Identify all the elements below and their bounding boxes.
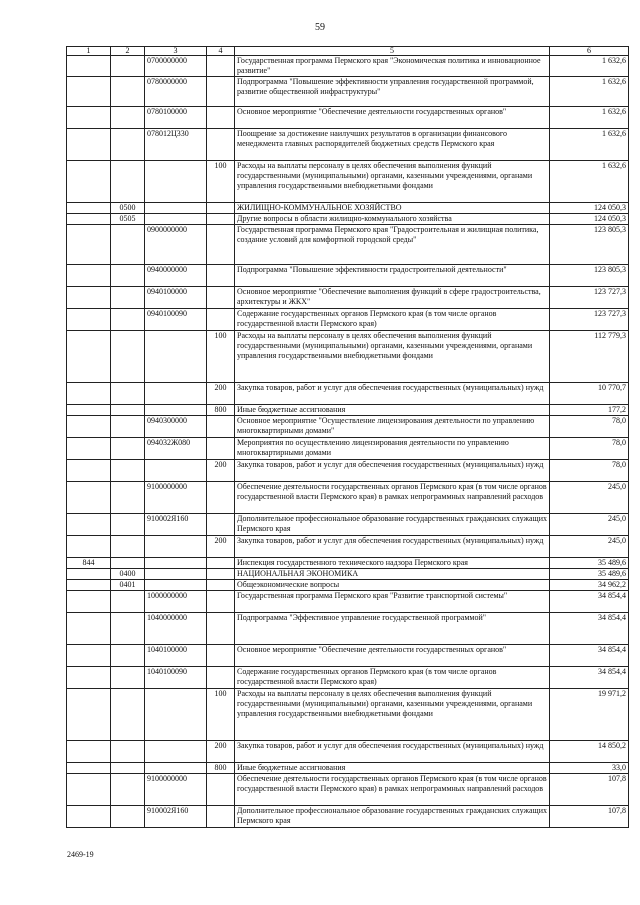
item-name: Иные бюджетные ассигнования: [235, 763, 550, 774]
expense-type-code: [207, 806, 235, 828]
section-code: [111, 689, 145, 741]
item-name: Закупка товаров, работ и услуг для обеспечения государственных (муниципальных) нужд: [235, 383, 550, 405]
table-row: [67, 558, 629, 569]
target-article-code: 0780000000: [145, 77, 207, 107]
target-article-code: [145, 460, 207, 482]
table-row: [67, 591, 629, 613]
table-row: [67, 580, 629, 591]
expense-type-code: [207, 580, 235, 591]
amount: 34 854,4: [550, 591, 629, 613]
section-code: 0500: [111, 203, 145, 214]
expense-type-code: [207, 214, 235, 225]
item-name: Государственная программа Пермского края "Экономическая политика и инновационное развитие": [235, 56, 550, 77]
amount: 1 632,6: [550, 129, 629, 161]
table-row: [67, 214, 629, 225]
table-row: [67, 806, 629, 828]
administrator-code: [67, 645, 111, 667]
column-number: 2: [111, 47, 145, 56]
item-name: Инспекция государственного технического надзора Пермского края: [235, 558, 550, 569]
column-number: 1: [67, 47, 111, 56]
target-article-code: [145, 536, 207, 558]
target-article-code: 0700000000: [145, 56, 207, 77]
amount: 245,0: [550, 514, 629, 536]
target-article-code: [145, 331, 207, 383]
section-code: [111, 287, 145, 309]
expense-type-code: [207, 558, 235, 569]
amount: 34 962,2: [550, 580, 629, 591]
section-code: [111, 774, 145, 806]
item-name: Дополнительное профессиональное образование государственных гражданских служащих Пермского края: [235, 514, 550, 536]
expense-type-code: [207, 438, 235, 460]
expense-type-code: [207, 416, 235, 438]
target-article-code: [145, 580, 207, 591]
target-article-code: 094032Ж080: [145, 438, 207, 460]
administrator-code: [67, 569, 111, 580]
target-article-code: 0940300000: [145, 416, 207, 438]
target-article-code: [145, 383, 207, 405]
table-row: [67, 416, 629, 438]
amount: 107,8: [550, 806, 629, 828]
amount: 78,0: [550, 438, 629, 460]
table-row: [67, 383, 629, 405]
section-code: [111, 645, 145, 667]
expense-type-code: 100: [207, 689, 235, 741]
budget-table: [66, 46, 629, 828]
section-code: [111, 129, 145, 161]
section-code: [111, 225, 145, 265]
table-body: [67, 47, 629, 828]
administrator-code: [67, 225, 111, 265]
amount: 14 850,2: [550, 741, 629, 763]
document-code: 2469-19: [67, 850, 94, 859]
administrator-code: [67, 287, 111, 309]
administrator-code: [67, 806, 111, 828]
item-name: Расходы на выплаты персоналу в целях обеспечения выполнения функций государственными (муниципальными) органами, казенными учреждениями, органами управления государственными внебюджетными фондами: [235, 161, 550, 203]
item-name: Подпрограмма "Повышение эффективности градостроительной деятельности": [235, 265, 550, 287]
item-name: Основное мероприятие "Обеспечение деятельности государственных органов": [235, 107, 550, 129]
table-row: [67, 129, 629, 161]
section-code: [111, 741, 145, 763]
item-name: Другие вопросы в области жилищно-коммунального хозяйства: [235, 214, 550, 225]
section-code: [111, 107, 145, 129]
amount: 123 805,3: [550, 265, 629, 287]
administrator-code: [67, 416, 111, 438]
amount: 1 632,6: [550, 107, 629, 129]
table-row: [67, 514, 629, 536]
section-code: [111, 309, 145, 331]
item-name: Основное мероприятие "Осуществление лицензирования деятельности по управлению многоквартирными домами": [235, 416, 550, 438]
expense-type-code: [207, 309, 235, 331]
item-name: ЖИЛИЩНО-КОММУНАЛЬНОЕ ХОЗЯЙСТВО: [235, 203, 550, 214]
target-article-code: 1040100090: [145, 667, 207, 689]
item-name: Иные бюджетные ассигнования: [235, 405, 550, 416]
expense-type-code: [207, 203, 235, 214]
administrator-code: 844: [67, 558, 111, 569]
item-name: Основное мероприятие "Обеспечение выполнения функций в сфере градостроительства, архитектуры и ЖКХ": [235, 287, 550, 309]
section-code: [111, 405, 145, 416]
amount: 35 489,6: [550, 558, 629, 569]
section-code: [111, 438, 145, 460]
target-article-code: 9100000000: [145, 774, 207, 806]
amount: 34 854,4: [550, 667, 629, 689]
administrator-code: [67, 203, 111, 214]
amount: 33,0: [550, 763, 629, 774]
section-code: [111, 613, 145, 645]
expense-type-code: 200: [207, 383, 235, 405]
section-code: [111, 763, 145, 774]
administrator-code: [67, 774, 111, 806]
table-row: [67, 667, 629, 689]
table-row: [67, 645, 629, 667]
amount: 35 489,6: [550, 569, 629, 580]
section-code: [111, 77, 145, 107]
expense-type-code: [207, 225, 235, 265]
expense-type-code: [207, 591, 235, 613]
section-code: [111, 331, 145, 383]
table-row: [67, 405, 629, 416]
expense-type-code: 200: [207, 741, 235, 763]
amount: 107,8: [550, 774, 629, 806]
target-article-code: [145, 161, 207, 203]
table-row: [67, 107, 629, 129]
administrator-code: [67, 309, 111, 331]
administrator-code: [67, 482, 111, 514]
target-article-code: 1040000000: [145, 613, 207, 645]
item-name: Закупка товаров, работ и услуг для обеспечения государственных (муниципальных) нужд: [235, 460, 550, 482]
section-code: 0505: [111, 214, 145, 225]
target-article-code: 0780100000: [145, 107, 207, 129]
administrator-code: [67, 77, 111, 107]
target-article-code: [145, 558, 207, 569]
administrator-code: [67, 438, 111, 460]
page-number: 59: [315, 22, 325, 33]
column-number: 4: [207, 47, 235, 56]
item-name: Закупка товаров, работ и услуг для обеспечения государственных (муниципальных) нужд: [235, 741, 550, 763]
administrator-code: [67, 689, 111, 741]
target-article-code: 0940000000: [145, 265, 207, 287]
table-row: [67, 460, 629, 482]
section-code: 0400: [111, 569, 145, 580]
expense-type-code: 800: [207, 405, 235, 416]
target-article-code: 0940100090: [145, 309, 207, 331]
section-code: [111, 383, 145, 405]
expense-type-code: [207, 569, 235, 580]
administrator-code: [67, 331, 111, 383]
table-row: [67, 741, 629, 763]
amount: 19 971,2: [550, 689, 629, 741]
target-article-code: 910002Я160: [145, 806, 207, 828]
target-article-code: 1000000000: [145, 591, 207, 613]
item-name: Закупка товаров, работ и услуг для обеспечения государственных (муниципальных) нужд: [235, 536, 550, 558]
table-row: [67, 774, 629, 806]
target-article-code: 078012Ц330: [145, 129, 207, 161]
expense-type-code: [207, 482, 235, 514]
table-row: [67, 56, 629, 77]
target-article-code: 9100000000: [145, 482, 207, 514]
item-name: НАЦИОНАЛЬНАЯ ЭКОНОМИКА: [235, 569, 550, 580]
section-code: [111, 536, 145, 558]
amount: 34 854,4: [550, 645, 629, 667]
expense-type-code: 200: [207, 536, 235, 558]
amount: 112 779,3: [550, 331, 629, 383]
administrator-code: [67, 214, 111, 225]
administrator-code: [67, 591, 111, 613]
administrator-code: [67, 56, 111, 77]
amount: 34 854,4: [550, 613, 629, 645]
table-row: [67, 309, 629, 331]
expense-type-code: [207, 129, 235, 161]
target-article-code: [145, 405, 207, 416]
section-code: [111, 591, 145, 613]
administrator-code: [67, 763, 111, 774]
administrator-code: [67, 107, 111, 129]
amount: 1 632,6: [550, 77, 629, 107]
section-code: 0401: [111, 580, 145, 591]
amount: 1 632,6: [550, 161, 629, 203]
item-name: Содержание государственных органов Пермского края (в том числе органов государственной власти Пермского края): [235, 667, 550, 689]
administrator-code: [67, 613, 111, 645]
table-row: [67, 225, 629, 265]
table-row: [67, 763, 629, 774]
table-row: [67, 482, 629, 514]
target-article-code: [145, 203, 207, 214]
section-code: [111, 806, 145, 828]
expense-type-code: [207, 774, 235, 806]
administrator-code: [67, 580, 111, 591]
expense-type-code: [207, 667, 235, 689]
item-name: Дополнительное профессиональное образование государственных гражданских служащих Пермского края: [235, 806, 550, 828]
table-row: [67, 438, 629, 460]
amount: 245,0: [550, 482, 629, 514]
administrator-code: [67, 265, 111, 287]
table-row: [67, 536, 629, 558]
amount: 78,0: [550, 416, 629, 438]
item-name: Государственная программа Пермского края "Развитие транспортной системы": [235, 591, 550, 613]
target-article-code: 0900000000: [145, 225, 207, 265]
expense-type-code: 200: [207, 460, 235, 482]
section-code: [111, 416, 145, 438]
item-name: Поощрение за достижение наилучших результатов в организации финансового менеджмента главных распорядителей бюджетных средств Пермского края: [235, 129, 550, 161]
administrator-code: [67, 460, 111, 482]
section-code: [111, 558, 145, 569]
column-number: 5: [235, 47, 550, 56]
item-name: Основное мероприятие "Обеспечение деятельности государственных органов": [235, 645, 550, 667]
amount: 124 050,3: [550, 214, 629, 225]
administrator-code: [67, 667, 111, 689]
target-article-code: 1040100000: [145, 645, 207, 667]
target-article-code: [145, 763, 207, 774]
amount: 10 770,7: [550, 383, 629, 405]
table-row: [67, 613, 629, 645]
administrator-code: [67, 405, 111, 416]
target-article-code: [145, 569, 207, 580]
administrator-code: [67, 383, 111, 405]
target-article-code: [145, 214, 207, 225]
item-name: Расходы на выплаты персоналу в целях обеспечения выполнения функций государственными (муниципальными) органами, казенными учреждениями, органами управления государственными внебюджетными фондами: [235, 331, 550, 383]
target-article-code: 910002Я160: [145, 514, 207, 536]
expense-type-code: [207, 265, 235, 287]
expense-type-code: 100: [207, 161, 235, 203]
section-code: [111, 265, 145, 287]
amount: 123 805,3: [550, 225, 629, 265]
expense-type-code: [207, 514, 235, 536]
administrator-code: [67, 536, 111, 558]
amount: 123 727,3: [550, 309, 629, 331]
item-name: Расходы на выплаты персоналу в целях обеспечения выполнения функций государственными (муниципальными) органами, казенными учреждениями, органами управления государственными внебюджетными фондами: [235, 689, 550, 741]
expense-type-code: [207, 613, 235, 645]
target-article-code: [145, 689, 207, 741]
expense-type-code: [207, 645, 235, 667]
table-row: [67, 331, 629, 383]
item-name: Общеэкономические вопросы: [235, 580, 550, 591]
section-code: [111, 482, 145, 514]
target-article-code: [145, 741, 207, 763]
item-name: Государственная программа Пермского края "Градостроительная и жилищная политика, создание условий для комфортной городской среды": [235, 225, 550, 265]
item-name: Подпрограмма "Повышение эффективности управления государственной программой, развитие общественной инфраструктуры": [235, 77, 550, 107]
table-row: [67, 689, 629, 741]
expense-type-code: [207, 107, 235, 129]
table-row: [67, 203, 629, 214]
table-row: [67, 569, 629, 580]
administrator-code: [67, 129, 111, 161]
column-number: 6: [550, 47, 629, 56]
item-name: Содержание государственных органов Пермского края (в том числе органов государственной власти Пермского края): [235, 309, 550, 331]
expense-type-code: 100: [207, 331, 235, 383]
expense-type-code: [207, 77, 235, 107]
column-number-row: [67, 47, 629, 56]
administrator-code: [67, 741, 111, 763]
table-row: [67, 287, 629, 309]
item-name: Обеспечение деятельности государственных органов Пермского края (в том числе органов государственной власти Пермского края) в рамках непрограммных направлений расходов: [235, 774, 550, 806]
section-code: [111, 161, 145, 203]
amount: 78,0: [550, 460, 629, 482]
item-name: Обеспечение деятельности государственных органов Пермского края (в том числе органов государственной власти Пермского края) в рамках непрограммных направлений расходов: [235, 482, 550, 514]
section-code: [111, 667, 145, 689]
amount: 177,2: [550, 405, 629, 416]
amount: 123 727,3: [550, 287, 629, 309]
expense-type-code: 800: [207, 763, 235, 774]
table-row: [67, 161, 629, 203]
expense-type-code: [207, 56, 235, 77]
section-code: [111, 56, 145, 77]
administrator-code: [67, 514, 111, 536]
item-name: Подпрограмма "Эффективное управление государственной программой": [235, 613, 550, 645]
expense-type-code: [207, 287, 235, 309]
column-number: 3: [145, 47, 207, 56]
section-code: [111, 514, 145, 536]
section-code: [111, 460, 145, 482]
table-row: [67, 77, 629, 107]
amount: 124 050,3: [550, 203, 629, 214]
item-name: Мероприятия по осуществлению лицензирования деятельности по управлению многоквартирными домами: [235, 438, 550, 460]
table-row: [67, 265, 629, 287]
amount: 245,0: [550, 536, 629, 558]
amount: 1 632,6: [550, 56, 629, 77]
administrator-code: [67, 161, 111, 203]
target-article-code: 0940100000: [145, 287, 207, 309]
